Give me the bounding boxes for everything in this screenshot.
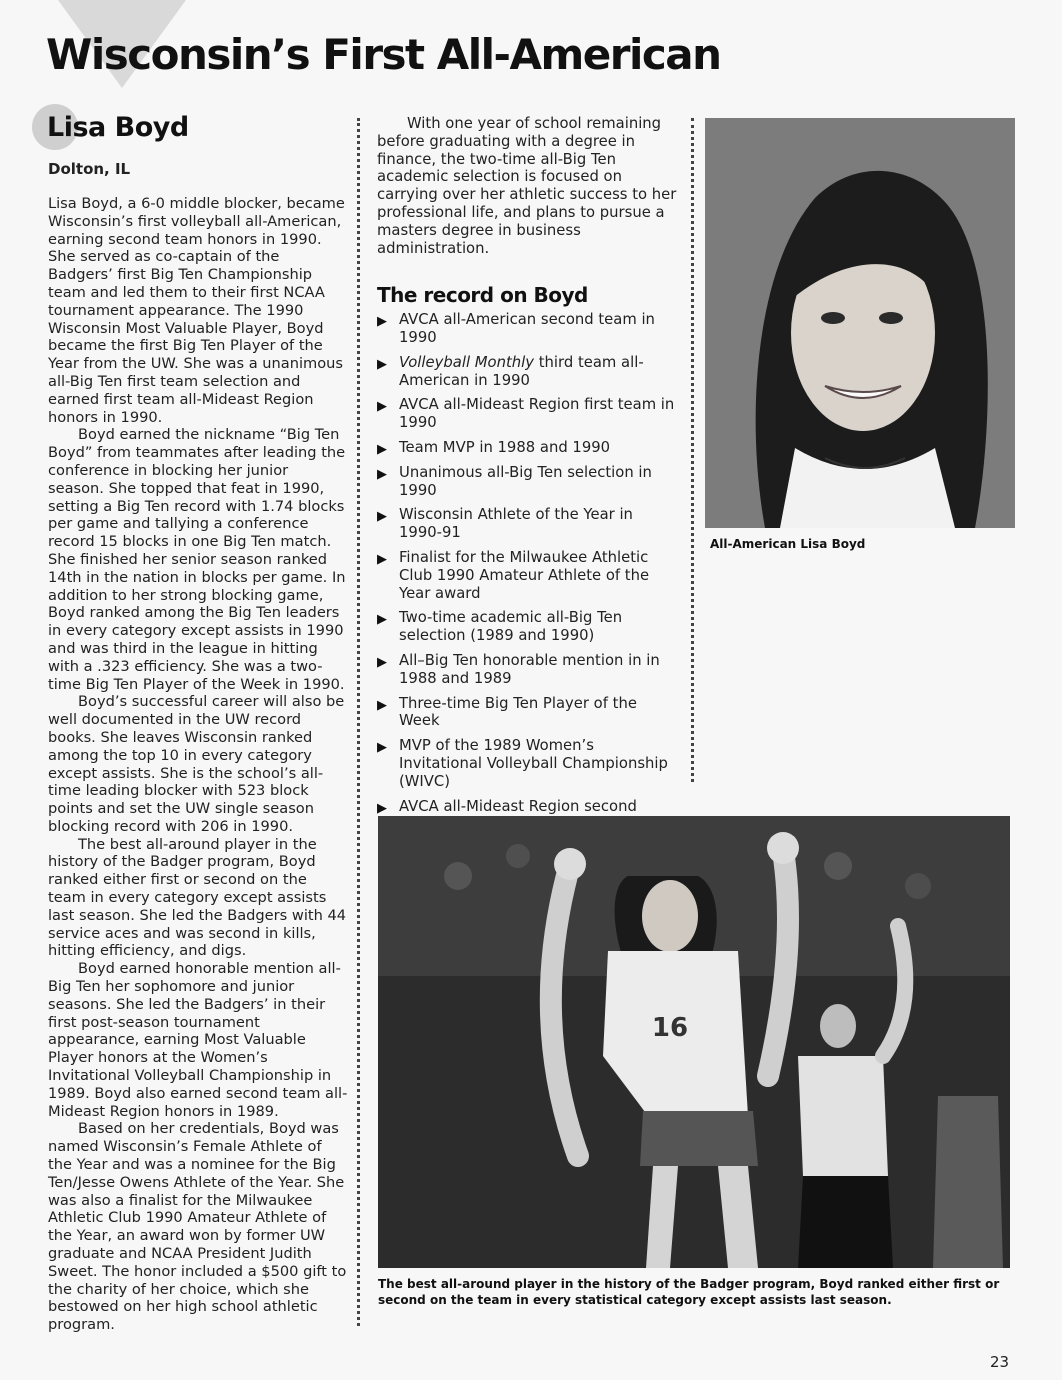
record-item [377, 506, 677, 542]
record-item-text: Finalist for the Milwaukee Athletic Club 1990 Amateur Athlete of the Year award [399, 548, 650, 602]
jersey-number: 16 [651, 1013, 689, 1043]
record-item-italic: Volleyball Monthly [399, 353, 535, 371]
record-item [377, 354, 677, 390]
page-number: 23 [990, 1353, 1010, 1371]
bullet-arrow-icon: ▶ [377, 800, 387, 816]
bullet-arrow-icon: ▶ [377, 356, 387, 372]
intro-paragraph: With one year of school remaining before graduating with a degree in finance, the two-time all-Big Ten academic selection is focused on carrying over her athletic success to her professional life, and plans to pursue a masters degree in business administration. [377, 115, 677, 257]
record-item [377, 695, 677, 731]
record-item [377, 311, 677, 347]
bullet-arrow-icon: ▶ [377, 441, 387, 457]
record-item [377, 652, 677, 688]
athlete-name: Lisa Boyd [47, 112, 189, 143]
bullet-arrow-icon: ▶ [377, 466, 387, 482]
bullet-arrow-icon: ▶ [377, 612, 387, 628]
record-item [377, 396, 677, 432]
page-title: Wisconsin’s First All-American [46, 30, 721, 79]
bullet-arrow-icon: ▶ [377, 654, 387, 670]
bullet-arrow-icon: ▶ [377, 740, 387, 756]
bullet-arrow-icon: ▶ [377, 509, 387, 525]
bio-paragraph: Boyd earned the nickname “Big Ten Boyd” from teammates after leading the conference in blocking her junior season. She topped that feat in 1990, setting a Big Ten record with 1.74 blocks per game and tallying a conference record 15 blocks in one Big Ten match. She finished her senior season ranked 14th in the nation in blocks per game. In addition to her strong blocking game, Boyd ranked among the Big Ten leaders in every category except assists in 1990 and was third in the league in hitting with a .323 efficiency. She was a two-time Big Ten Player of the Week in 1990. [48, 426, 346, 693]
bullet-arrow-icon: ▶ [377, 399, 387, 415]
bullet-arrow-icon: ▶ [377, 697, 387, 713]
action-photo [378, 816, 1010, 1268]
record-item-text: AVCA all-Mideast Region first team in 1990 [399, 396, 675, 432]
action-caption: The best all-around player in the history of the Badger program, Boyd ranked either first or second on the team in every statistical category except assists last season. [378, 1277, 1000, 1307]
record-item-text: AVCA all-Mideast Region second [399, 797, 637, 815]
record-heading: The record on Boyd [377, 283, 588, 308]
record-item [377, 464, 677, 500]
record-item-text: third team all-American in 1990 [399, 353, 644, 389]
action-illustration [378, 816, 1010, 1268]
record-item-text: AVCA all-American second team in 1990 [399, 311, 655, 346]
record-item-text: Wisconsin Athlete of the Year in 1990-91 [399, 506, 633, 542]
bio-paragraph: Lisa Boyd, a 6-0 middle blocker, became Wisconsin’s first volleyball all-American, earning second team honors in 1990. She served as co-captain of the Badgers’ first Big Ten Championship team and led them to their first NCAA tournament appearance. The 1990 Wisconsin Most Valuable Player, Boyd became the first Big Ten Player of the Year from the UW. She was a unanimous all-Big Ten first team selection and earned first team all-Mideast Region honors in 1990. [48, 195, 345, 426]
record-item [377, 609, 677, 645]
record-list [377, 311, 677, 833]
record-item-text: Two-time academic all-Big Ten selection (1989 and 1990) [399, 609, 623, 645]
record-item [377, 439, 677, 457]
record-item-text: Three-time Big Ten Player of the Week [399, 694, 637, 730]
record-item-text: Team MVP in 1988 and 1990 [399, 438, 611, 456]
record-item [377, 737, 677, 790]
bullet-arrow-icon: ▶ [377, 551, 387, 567]
portrait-caption: All-American Lisa Boyd [710, 537, 866, 551]
record-item-text: Unanimous all-Big Ten selection in 1990 [399, 463, 652, 499]
column-divider-left [357, 118, 360, 1326]
bio-paragraph: The best all-around player in the history of the Badger program, Boyd ranked either first or second on the team in every category except assists last season. She led the Badgers with 44 service aces and was second in kills, hitting efficiency, and digs. [48, 835, 347, 960]
record-item-text: All–Big Ten honorable mention in in 1988 and 1989 [399, 651, 660, 687]
bio-paragraph: Boyd earned honorable mention all-Big Ten her sophomore and junior seasons. She led the Badgers’ in their first post-season tournament appearance, earning Most Valuable Player honors at the Women’s Invitational Volleyball Championship in 1989. Boyd also earned second team all-Mideast Region honors in 1989. [48, 960, 348, 1120]
biography-column [48, 195, 348, 1334]
column-divider-right [691, 118, 694, 782]
record-item [377, 549, 677, 602]
bio-paragraph: Boyd’s successful career will also be well documented in the UW record books. She leaves Wisconsin ranked among the top 10 in every category except assists. She is the school’s all-time leading blocker with 523 block points and set the UW single season blocking record with 206 in 1990. [48, 693, 345, 835]
bio-paragraph: Based on her credentials, Boyd was named Wisconsin’s Female Athlete of the Year and was a nominee for the Big Ten/Jesse Owens Athlete of the Year. She was also a finalist for the Milwaukee Athletic Club 1990 Amateur Athlete of the Year, an award won by former UW graduate and NCAA President Judith Sweet. The honor included a $500 gift to the charity of her choice, which she bestowed on her high school athletic program. [48, 1120, 347, 1334]
bullet-arrow-icon: ▶ [377, 314, 387, 330]
portrait-illustration [705, 118, 1015, 528]
record-column [377, 115, 677, 840]
athlete-hometown: Dolton, IL [48, 160, 131, 178]
portrait-photo [705, 118, 1015, 528]
record-item-text: MVP of the 1989 Women’s Invitational Volleyball Championship (WIVC) [399, 737, 668, 790]
